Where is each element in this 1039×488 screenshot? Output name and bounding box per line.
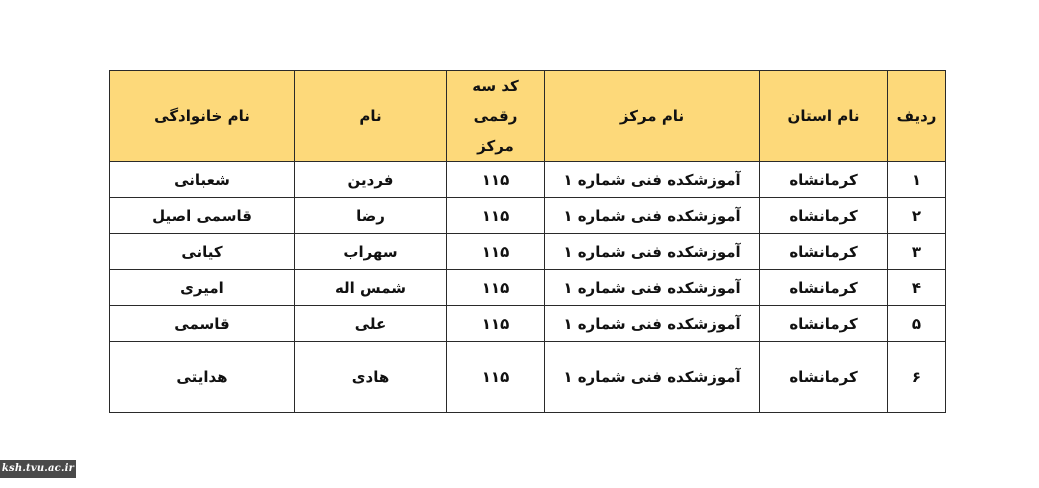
table-row	[110, 306, 946, 342]
cell-province: کرمانشاه	[760, 342, 888, 413]
header-first-name: نام	[295, 71, 447, 162]
cell-first-name: سهراب	[295, 234, 447, 270]
header-province: نام استان	[760, 71, 888, 162]
cell-row-number: ۵	[888, 306, 946, 342]
cell-first-name: شمس اله	[295, 270, 447, 306]
table-row	[110, 342, 946, 413]
header-row-number: ردیف	[888, 71, 946, 162]
cell-row-number: ۶	[888, 342, 946, 413]
cell-row-number: ۳	[888, 234, 946, 270]
cell-family-name: قاسمی	[110, 306, 295, 342]
header-center-name: نام مرکز	[545, 71, 760, 162]
staff-table	[109, 70, 946, 413]
cell-family-name: کیانی	[110, 234, 295, 270]
cell-family-name: امیری	[110, 270, 295, 306]
cell-center-code: ۱۱۵	[447, 162, 545, 198]
cell-first-name: رضا	[295, 198, 447, 234]
table-row	[110, 234, 946, 270]
cell-row-number: ۲	[888, 198, 946, 234]
staff-table-container	[109, 70, 945, 413]
header-center-code-line2: رقمی مرکز	[473, 107, 518, 155]
cell-row-number: ۴	[888, 270, 946, 306]
cell-province: کرمانشاه	[760, 162, 888, 198]
table-row	[110, 198, 946, 234]
cell-family-name: شعبانی	[110, 162, 295, 198]
cell-family-name: هدایتی	[110, 342, 295, 413]
cell-first-name: فردین	[295, 162, 447, 198]
table-row	[110, 270, 946, 306]
cell-center-code: ۱۱۵	[447, 342, 545, 413]
cell-province: کرمانشاه	[760, 198, 888, 234]
header-family-name: نام خانوادگی	[110, 71, 295, 162]
header-center-code-line1: کد سه	[472, 77, 519, 95]
cell-center-name: آموزشکده فنی شماره ۱	[545, 234, 760, 270]
cell-center-code: ۱۱۵	[447, 270, 545, 306]
cell-province: کرمانشاه	[760, 306, 888, 342]
site-url-badge: ksh.tvu.ac.ir	[0, 460, 76, 478]
cell-center-name: آموزشکده فنی شماره ۱	[545, 270, 760, 306]
cell-center-name: آموزشکده فنی شماره ۱	[545, 162, 760, 198]
cell-center-code: ۱۱۵	[447, 234, 545, 270]
cell-family-name: قاسمی اصیل	[110, 198, 295, 234]
header-center-code	[447, 71, 545, 162]
cell-center-code: ۱۱۵	[447, 306, 545, 342]
cell-center-code: ۱۱۵	[447, 198, 545, 234]
cell-center-name: آموزشکده فنی شماره ۱	[545, 306, 760, 342]
cell-province: کرمانشاه	[760, 234, 888, 270]
cell-center-name: آموزشکده فنی شماره ۱	[545, 342, 760, 413]
cell-row-number: ۱	[888, 162, 946, 198]
cell-center-name: آموزشکده فنی شماره ۱	[545, 198, 760, 234]
table-header-row	[110, 71, 946, 162]
cell-first-name: هادی	[295, 342, 447, 413]
table-row	[110, 162, 946, 198]
cell-first-name: علی	[295, 306, 447, 342]
cell-province: کرمانشاه	[760, 270, 888, 306]
